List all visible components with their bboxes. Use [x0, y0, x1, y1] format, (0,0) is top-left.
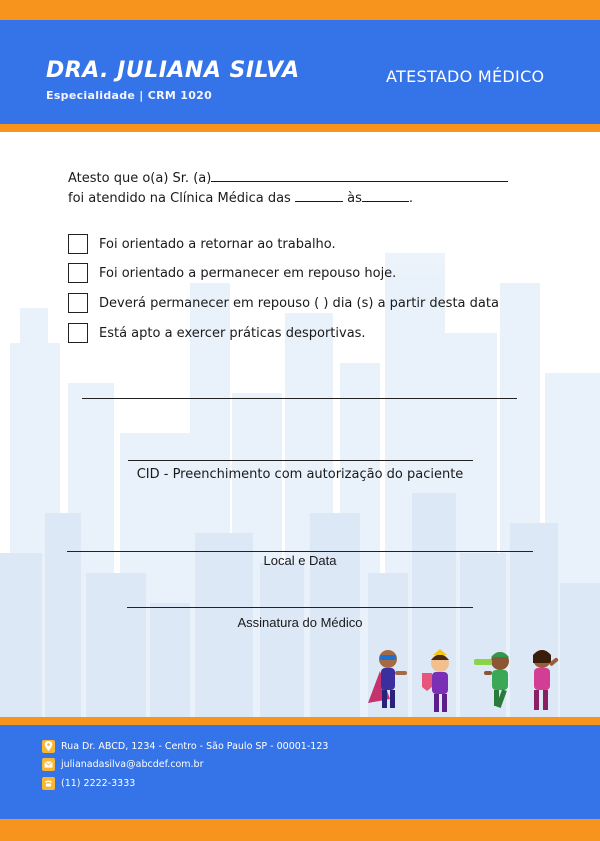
- signature-label: Assinatura do Médico: [237, 615, 363, 630]
- patient-name-field[interactable]: [211, 170, 508, 182]
- local-date-line[interactable]: [67, 551, 533, 552]
- phone-icon: [42, 777, 55, 790]
- header-bottom-stripe: [0, 124, 600, 132]
- envelope-icon: [42, 758, 55, 771]
- doctor-specialty: Especialidade | CRM 1020: [46, 89, 213, 102]
- statement-line-time: [68, 190, 413, 206]
- checkbox-rest-days[interactable]: [68, 293, 88, 313]
- footer-email: [42, 757, 204, 771]
- hero-girl-blaster-icon: [474, 652, 509, 708]
- option-label: Foi orientado a retornar ao trabalho.: [99, 236, 336, 252]
- option-label: Está apto a exercer práticas desportivas.: [99, 325, 366, 341]
- attended-prefix: foi atendido na Clínica Médica das: [68, 191, 291, 206]
- footer-email-text[interactable]: julianadasilva@abcdef.com.br: [61, 758, 204, 770]
- statement-line-patient: [68, 170, 508, 186]
- attended-end: .: [408, 191, 413, 206]
- footer-top-stripe: [0, 717, 600, 725]
- checkbox-fit-sports[interactable]: [68, 323, 88, 343]
- footer-bottom-stripe: [0, 819, 600, 841]
- document-title: ATESTADO MÉDICO: [386, 67, 545, 86]
- doctor-name: DRA. JULIANA SILVA: [46, 58, 300, 83]
- attended-middle: às: [347, 191, 362, 206]
- end-time-field[interactable]: [362, 190, 409, 202]
- cid-label: CID - Preenchimento com autorização do paciente: [136, 467, 464, 482]
- footer-phone-text[interactable]: (11) 2222-3333: [61, 777, 136, 789]
- hero-girl-shield-icon: [422, 649, 449, 712]
- local-date-label: Local e Data: [263, 553, 337, 568]
- cid-line[interactable]: [128, 460, 473, 461]
- option-label: Deverá permanecer em repouso ( ) dia (s) a partir desta data: [99, 295, 499, 311]
- kids-superheroes-illustration: [362, 643, 568, 719]
- footer-address: [42, 739, 328, 753]
- location-pin-icon: [42, 740, 55, 753]
- signature-line[interactable]: [127, 607, 473, 608]
- option-fit-sports: [68, 322, 366, 344]
- option-return-work: [68, 233, 336, 255]
- footer-phone: [42, 776, 135, 790]
- checkbox-rest-today[interactable]: [68, 263, 88, 283]
- hero-boy-cape-icon: [368, 650, 407, 708]
- notes-line[interactable]: [82, 398, 517, 399]
- option-rest-days: [68, 292, 499, 314]
- statement-prefix: Atesto que o(a) Sr. (a): [68, 171, 212, 186]
- footer-address-text: Rua Dr. ABCD, 1234 - Centro - São Paulo SP - 00001-123: [61, 740, 329, 752]
- checkbox-return-work[interactable]: [68, 234, 88, 254]
- option-label: Foi orientado a permanecer em repouso hoje.: [99, 265, 397, 281]
- option-rest-today: [68, 262, 396, 284]
- start-time-field[interactable]: [295, 190, 343, 202]
- hero-girl-pink-icon: [533, 650, 559, 710]
- header-top-stripe: [0, 0, 600, 20]
